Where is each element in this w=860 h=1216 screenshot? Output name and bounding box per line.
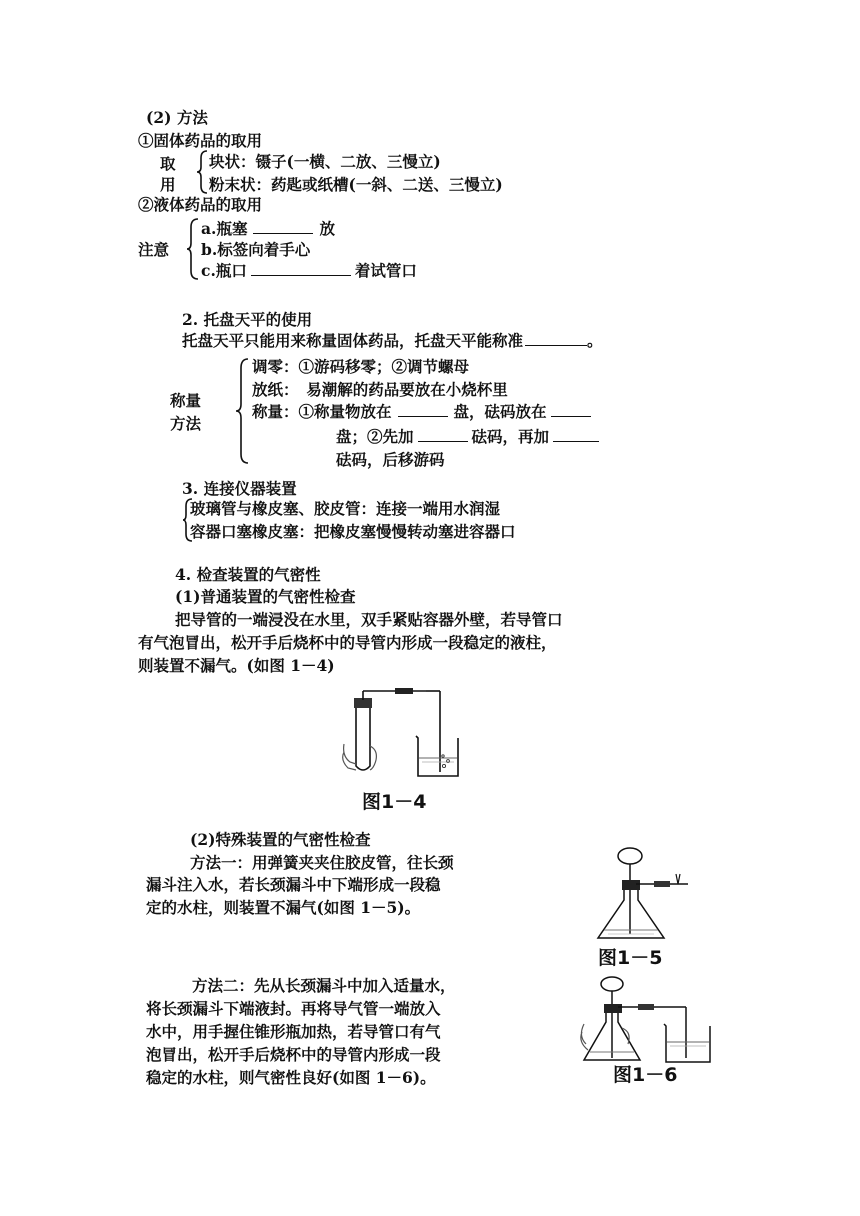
weigh-line-1-pre: 称量：①称量物放在: [252, 402, 392, 421]
brace-balance: [235, 358, 251, 464]
blank-c: [251, 261, 351, 276]
figure-1-6-caption: 图1－6: [613, 1064, 678, 1086]
method1-line-3: 定的水柱，则装置不漏气(如图 1－5)。: [146, 898, 421, 917]
weigh-line-2-mid: 砝码，再加: [471, 427, 550, 446]
ordinary-para-3: 则装置不漏气。(如图 1－4): [138, 656, 335, 675]
ordinary-para-1: 把导管的一端浸没在水里，双手紧贴容器外壁，若导管口: [175, 610, 563, 629]
blank-precision: [525, 331, 587, 346]
method1-line-1: 方法一：用弹簧夹夹住胶皮管，往长颈: [190, 853, 454, 872]
figure-1-5-caption: 图1－5: [598, 947, 663, 969]
method2-line-1: 方法二：先从长颈漏斗中加入适量水，: [192, 976, 456, 995]
method-heading: (2) 方法: [146, 108, 208, 127]
note-c-pre: c.瓶口: [201, 261, 247, 280]
figure-1-4: [340, 686, 470, 781]
note-a: [201, 219, 335, 239]
qu-char: 取: [160, 154, 176, 173]
note-c-post: 着试管口: [354, 261, 417, 280]
block-solid-line: 块状：镊子(一横、二放、三慢立): [209, 152, 441, 171]
paper-line: 放纸： 易潮解的药品要放在小烧杯里: [252, 380, 508, 399]
blank-pan-2: [551, 402, 591, 417]
balance-intro-pre: 托盘天平只能用来称量固体药品，托盘天平能称准: [182, 331, 524, 350]
ordinary-subheading: (1)普通装置的气密性检查: [175, 587, 356, 606]
connect-line-1: 玻璃管与橡皮塞、胶皮管：连接一端用水润湿: [190, 499, 501, 518]
note-a-post: 放: [319, 219, 335, 238]
weigh-line-1-mid: 盘，砝码放在: [453, 402, 547, 421]
brace-liquid: [186, 218, 200, 280]
solid-title: ①固体药品的取用: [138, 131, 263, 150]
connect-heading: 3. 连接仪器装置: [182, 479, 297, 498]
weigh-method-label-2: 方法: [170, 414, 202, 433]
note-a-pre: a.瓶塞: [201, 219, 248, 238]
method2-line-5: 稳定的水柱，则气密性良好(如图 1－6)。: [146, 1068, 436, 1087]
note-c: [201, 261, 417, 281]
balance-intro: [182, 331, 603, 351]
weigh-line-3: 砝码，后移游码: [336, 450, 445, 469]
powder-solid-line: 粉末状：药匙或纸槽(一斜、二送、三慢立): [209, 175, 503, 194]
blank-pan-1: [398, 402, 448, 417]
connect-line-2: 容器口塞橡皮塞：把橡皮塞慢慢转动塞进容器口: [190, 522, 516, 541]
figure-1-4-caption: 图1－4: [362, 791, 427, 813]
weigh-line-2: [336, 427, 599, 447]
weigh-method-label-1: 称量: [170, 391, 202, 410]
zhuyi-label: 注意: [138, 240, 170, 259]
balance-intro-post: 。: [587, 331, 603, 350]
figure-1-5: [588, 842, 698, 942]
blank-a: [253, 219, 313, 234]
method2-line-4: 泡冒出，松开手后烧杯中的导管内形成一段: [146, 1045, 441, 1064]
blank-weight-2: [553, 427, 599, 442]
weigh-line-1: [252, 402, 591, 422]
figure-1-6: [578, 974, 718, 1066]
weigh-line-2-pre: 盘；②先加: [336, 427, 414, 446]
ordinary-para-2: 有气泡冒出，松开手后烧杯中的导管内形成一段稳定的液柱，: [138, 633, 557, 652]
zero-line: 调零：①游码移零；②调节螺母: [252, 357, 470, 376]
brace-solid: [196, 150, 210, 194]
liquid-title: ②液体药品的取用: [138, 195, 263, 214]
balance-heading: 2. 托盘天平的使用: [182, 310, 313, 329]
blank-weight-1: [418, 427, 468, 442]
special-subheading: (2)特殊装置的气密性检查: [190, 830, 371, 849]
method2-line-2: 将长颈漏斗下端液封。再将导气管一端放入: [146, 999, 441, 1018]
method1-line-2: 漏斗注入水，若长颈漏斗中下端形成一段稳: [146, 875, 441, 894]
method2-line-3: 水中，用手握住锥形瓶加热，若导管口有气: [146, 1022, 441, 1041]
note-b: b.标签向着手心: [201, 240, 311, 259]
yong-char: 用: [160, 175, 176, 194]
airtight-heading: 4. 检查装置的气密性: [175, 565, 321, 584]
